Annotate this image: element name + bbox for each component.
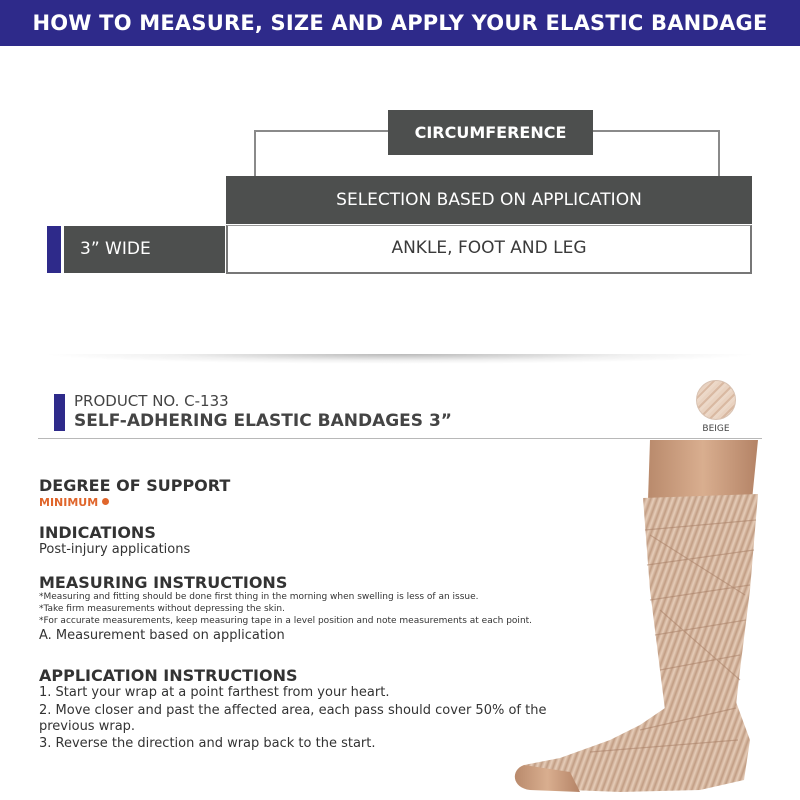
size-row-width: 3” WIDE (64, 226, 225, 273)
product-name: SELF-ADHERING ELASTIC BANDAGES 3” (74, 411, 452, 431)
size-row-application: ANKLE, FOOT AND LEG (226, 225, 752, 274)
page-banner: HOW TO MEASURE, SIZE AND APPLY YOUR ELASTIC BANDAGE (0, 0, 800, 46)
color-swatch[interactable] (696, 380, 736, 420)
product-number: PRODUCT NO. C-133 (74, 392, 229, 410)
circumference-label: CIRCUMFERENCE (388, 110, 593, 155)
measuring-item: A. Measurement based on application (39, 628, 285, 643)
support-heading: DEGREE OF SUPPORT (39, 476, 231, 495)
support-dot-icon (102, 498, 109, 505)
product-rule (38, 438, 762, 439)
size-row-accent (47, 226, 61, 273)
measuring-note: *Measuring and fitting should be done first thing in the morning when swelling is less of an issue. (39, 592, 479, 602)
indications-heading: INDICATIONS (39, 523, 156, 542)
measuring-note: *Take firm measurements without depressing the skin. (39, 604, 285, 614)
bandaged-leg-image (500, 440, 800, 800)
indications-text: Post-injury applications (39, 542, 191, 557)
application-step: 2. Move closer and past the affected area, each pass should cover 50% of the (39, 703, 547, 718)
measuring-heading: MEASURING INSTRUCTIONS (39, 573, 288, 592)
color-swatch-label: BEIGE (702, 424, 730, 434)
application-step: 1. Start your wrap at a point farthest from your heart. (39, 685, 390, 700)
support-level-text: MINIMUM (39, 496, 99, 509)
application-heading: APPLICATION INSTRUCTIONS (39, 666, 298, 685)
support-level (39, 496, 109, 509)
section-divider (40, 354, 760, 364)
application-step: previous wrap. (39, 719, 136, 734)
measuring-note: *For accurate measurements, keep measuring tape in a level position and note measurements at each point. (39, 616, 533, 626)
product-accent-bar (54, 394, 65, 431)
application-step: 3. Reverse the direction and wrap back to the start. (39, 736, 376, 751)
size-chart-header: SELECTION BASED ON APPLICATION (226, 176, 752, 224)
